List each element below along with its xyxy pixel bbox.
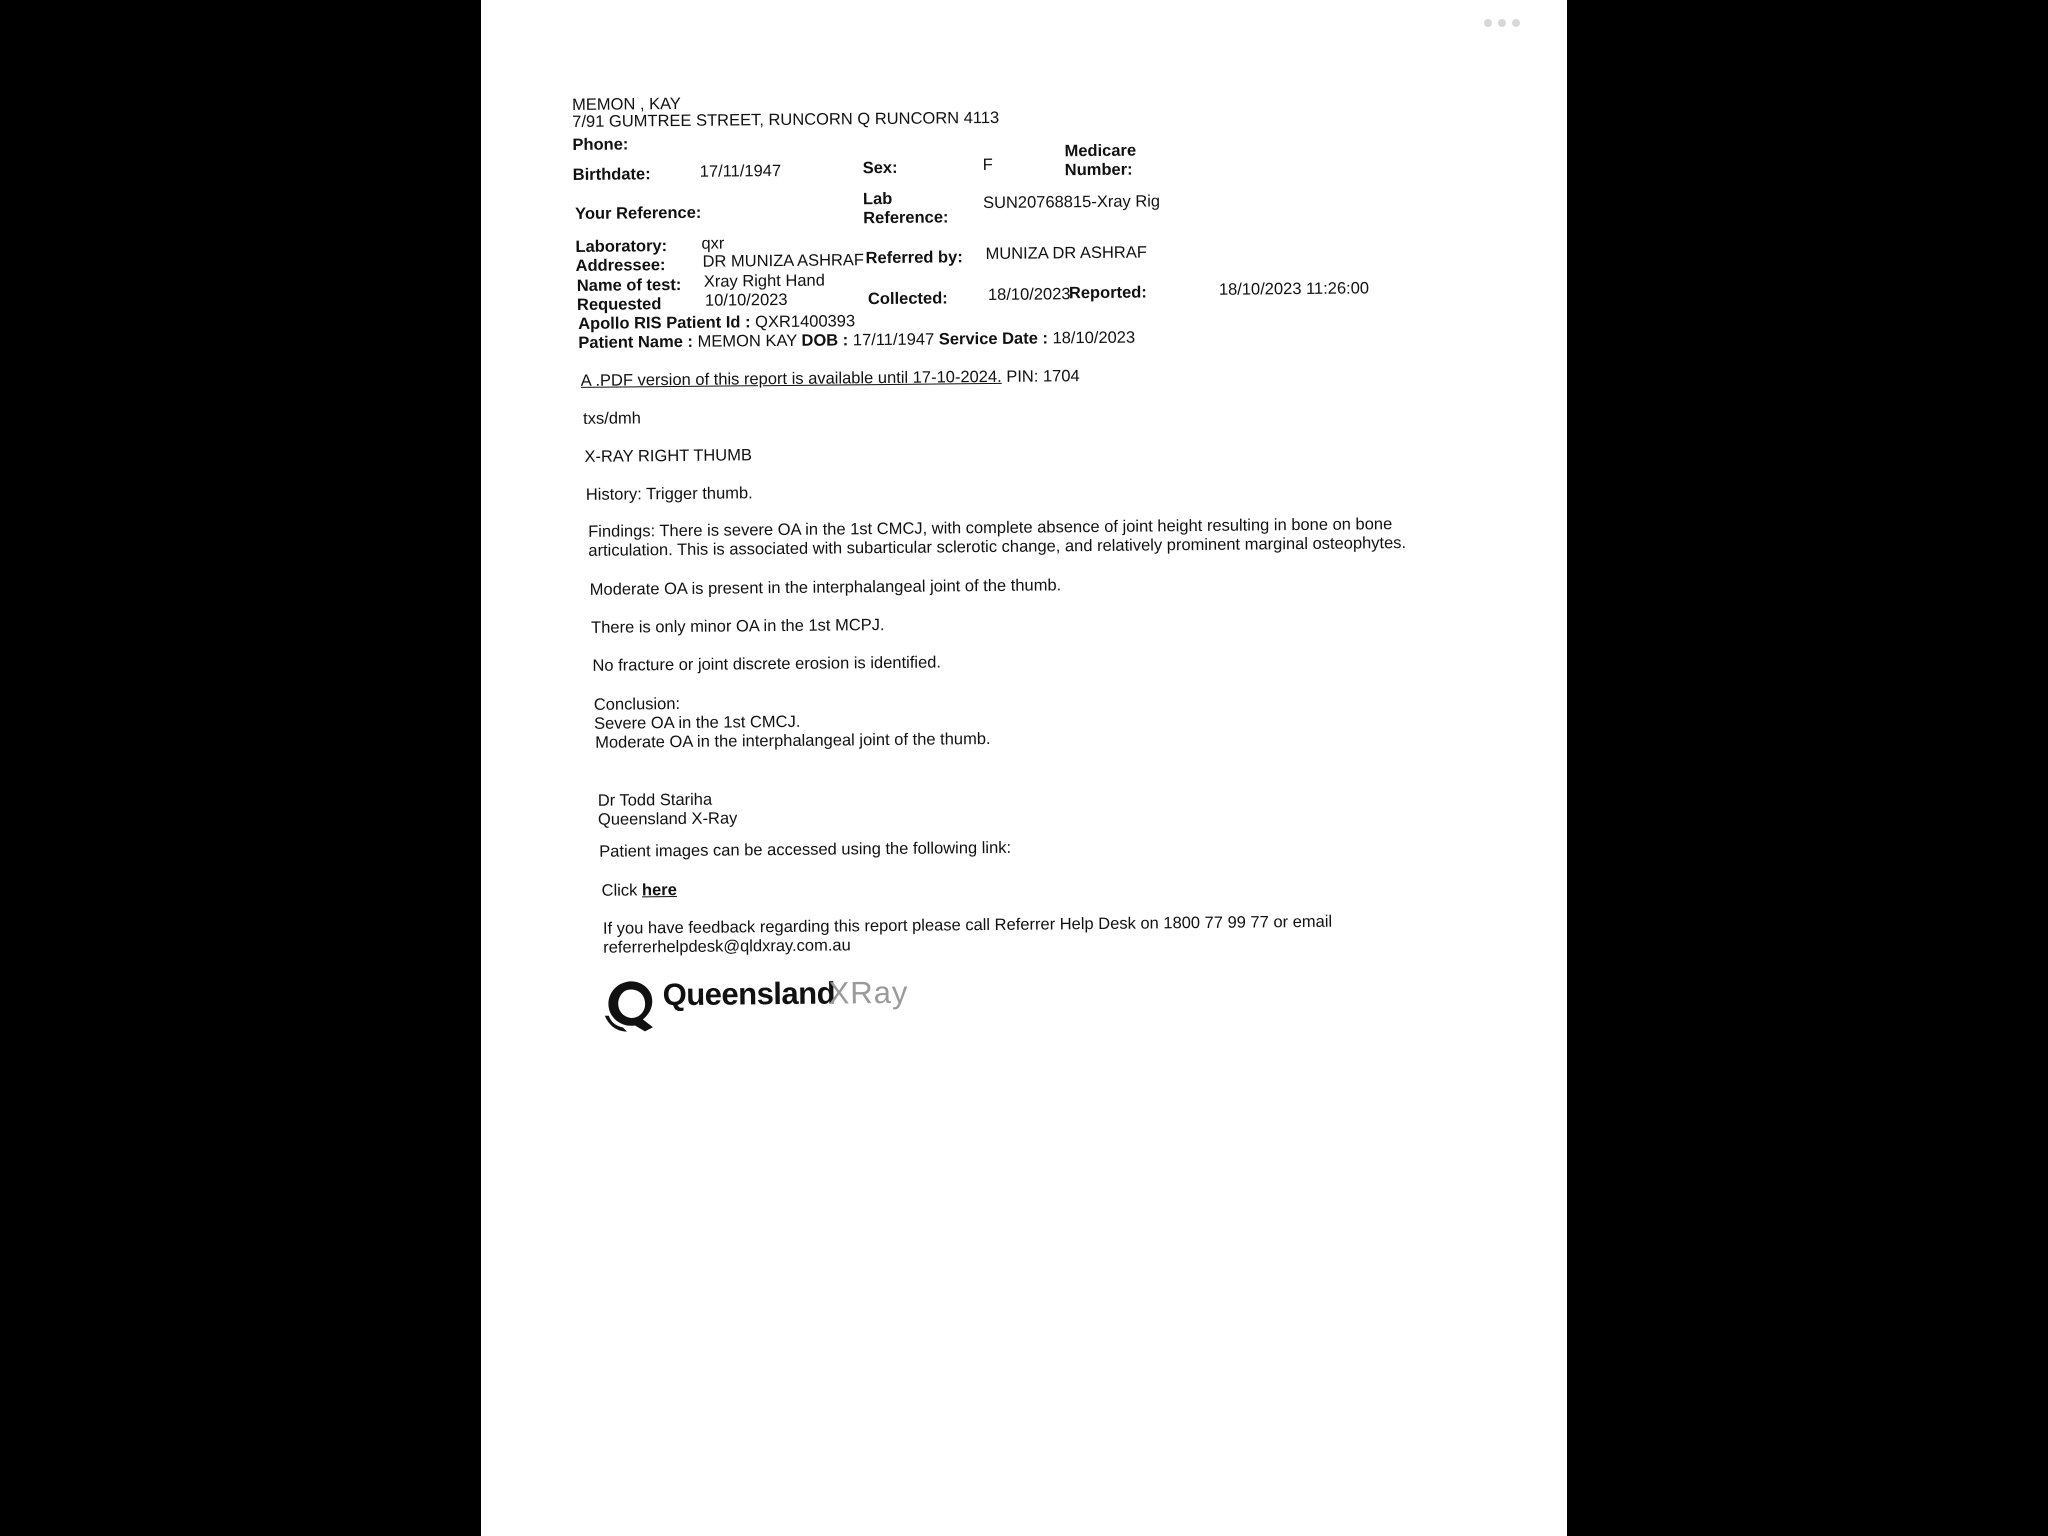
sex-label: Sex: [862, 158, 898, 178]
sex-value: F [982, 155, 993, 175]
pdf-pin: PIN: 1704 [1006, 367, 1080, 386]
service-date-value: 18/10/2023 [1052, 328, 1136, 348]
referred-by-label: Referred by: [865, 248, 963, 268]
images-intro: Patient images can be accessed using the following link: [599, 838, 1012, 861]
service-date-label: Service Date : [938, 329, 1049, 349]
report-history: History: Trigger thumb. [585, 484, 753, 504]
lab-reference-value: SUN20768815-Xray Rig [982, 192, 1161, 213]
patient-name-line: MEMON , KAY [572, 94, 681, 114]
lab-reference-label-1: Lab [862, 189, 893, 209]
apollo-name-label: Patient Name : [578, 332, 694, 352]
collected-value: 18/10/2023 [987, 285, 1071, 305]
conclusion-line-2: Moderate OA in the interphalangeal joint of the thumb. [595, 730, 991, 752]
test-name-value: Xray Right Hand [703, 271, 825, 291]
qxr-logo-mark-icon [600, 975, 663, 1034]
feedback-line-1: If you have feedback regarding this report please call Referrer Help Desk on 1800 77 99 77 or email [602, 912, 1333, 938]
birthdate-label: Birthdate: [572, 165, 651, 184]
patient-address: 7/91 GUMTREE STREET, RUNCORN Q RUNCORN 4113 [572, 108, 1000, 131]
apollo-dob-label: DOB : [801, 331, 849, 350]
feedback-line-2: referrerhelpdesk@qldxray.com.au [603, 936, 851, 957]
referred-by-value: MUNIZA DR ASHRAF [985, 243, 1147, 264]
minor-oa-line: There is only minor OA in the 1st MCPJ. [591, 616, 885, 637]
findings-line-2: articulation. This is associated with subarticular sclerotic change, and relatively prominent marginal osteophytes. [588, 534, 1407, 560]
logo-suffix-text: XRay [828, 974, 909, 1011]
ris-label: Apollo RIS Patient Id : [578, 313, 751, 333]
images-here-link[interactable]: here [641, 881, 677, 900]
requested-value: 10/10/2023 [704, 290, 788, 310]
click-text: Click [601, 881, 638, 900]
pdf-notice-text[interactable]: A .PDF version of this report is available until 17-10-2024. [580, 367, 1002, 390]
medicare-label-2: Number: [1064, 160, 1133, 180]
addressee-label: Addressee: [575, 256, 666, 275]
lab-reference-label-2: Reference: [863, 208, 949, 228]
your-reference-label: Your Reference: [575, 203, 702, 223]
moderate-oa-line: Moderate OA is present in the interphalangeal joint of the thumb. [589, 576, 1062, 599]
requested-label: Requested [576, 295, 662, 314]
reported-value: 18/10/2023 11:26:00 [1218, 279, 1370, 299]
apollo-dob-value: 17/11/1947 [852, 330, 935, 350]
apollo-name-value: MEMON KAY [697, 331, 797, 351]
report-initials: txs/dmh [583, 409, 641, 428]
ris-value: QXR1400393 [755, 312, 856, 332]
reported-label: Reported: [1068, 283, 1147, 303]
phone-label: Phone: [572, 135, 629, 154]
doctor-name: Dr Todd Stariha [597, 790, 713, 810]
laboratory-value: qxr [701, 234, 725, 253]
page-options-dots[interactable] [1484, 14, 1528, 26]
logo-brand-text: Queensland [662, 975, 836, 1013]
conclusion-line-1: Severe OA in the 1st CMCJ. [593, 712, 801, 733]
addressee-value: DR MUNIZA ASHRAF [702, 251, 865, 271]
medicare-label-1: Medicare [1064, 141, 1137, 161]
conclusion-label: Conclusion: [593, 694, 681, 714]
images-link-line [602, 881, 677, 901]
birthdate-value: 17/11/1947 [699, 161, 782, 181]
laboratory-label: Laboratory: [575, 237, 668, 256]
test-name-label: Name of test: [576, 275, 682, 295]
no-fracture-line: No fracture or joint discrete erosion is identified. [592, 653, 942, 675]
document-page [481, 0, 1567, 1536]
collected-label: Collected: [867, 289, 948, 309]
report-title: X-RAY RIGHT THUMB [584, 446, 753, 466]
practice-name: Queensland X-Ray [597, 809, 738, 829]
findings-line-1: Findings: There is severe OA in the 1st CMCJ, with complete absence of joint height resulting in bone on bone [588, 515, 1393, 541]
